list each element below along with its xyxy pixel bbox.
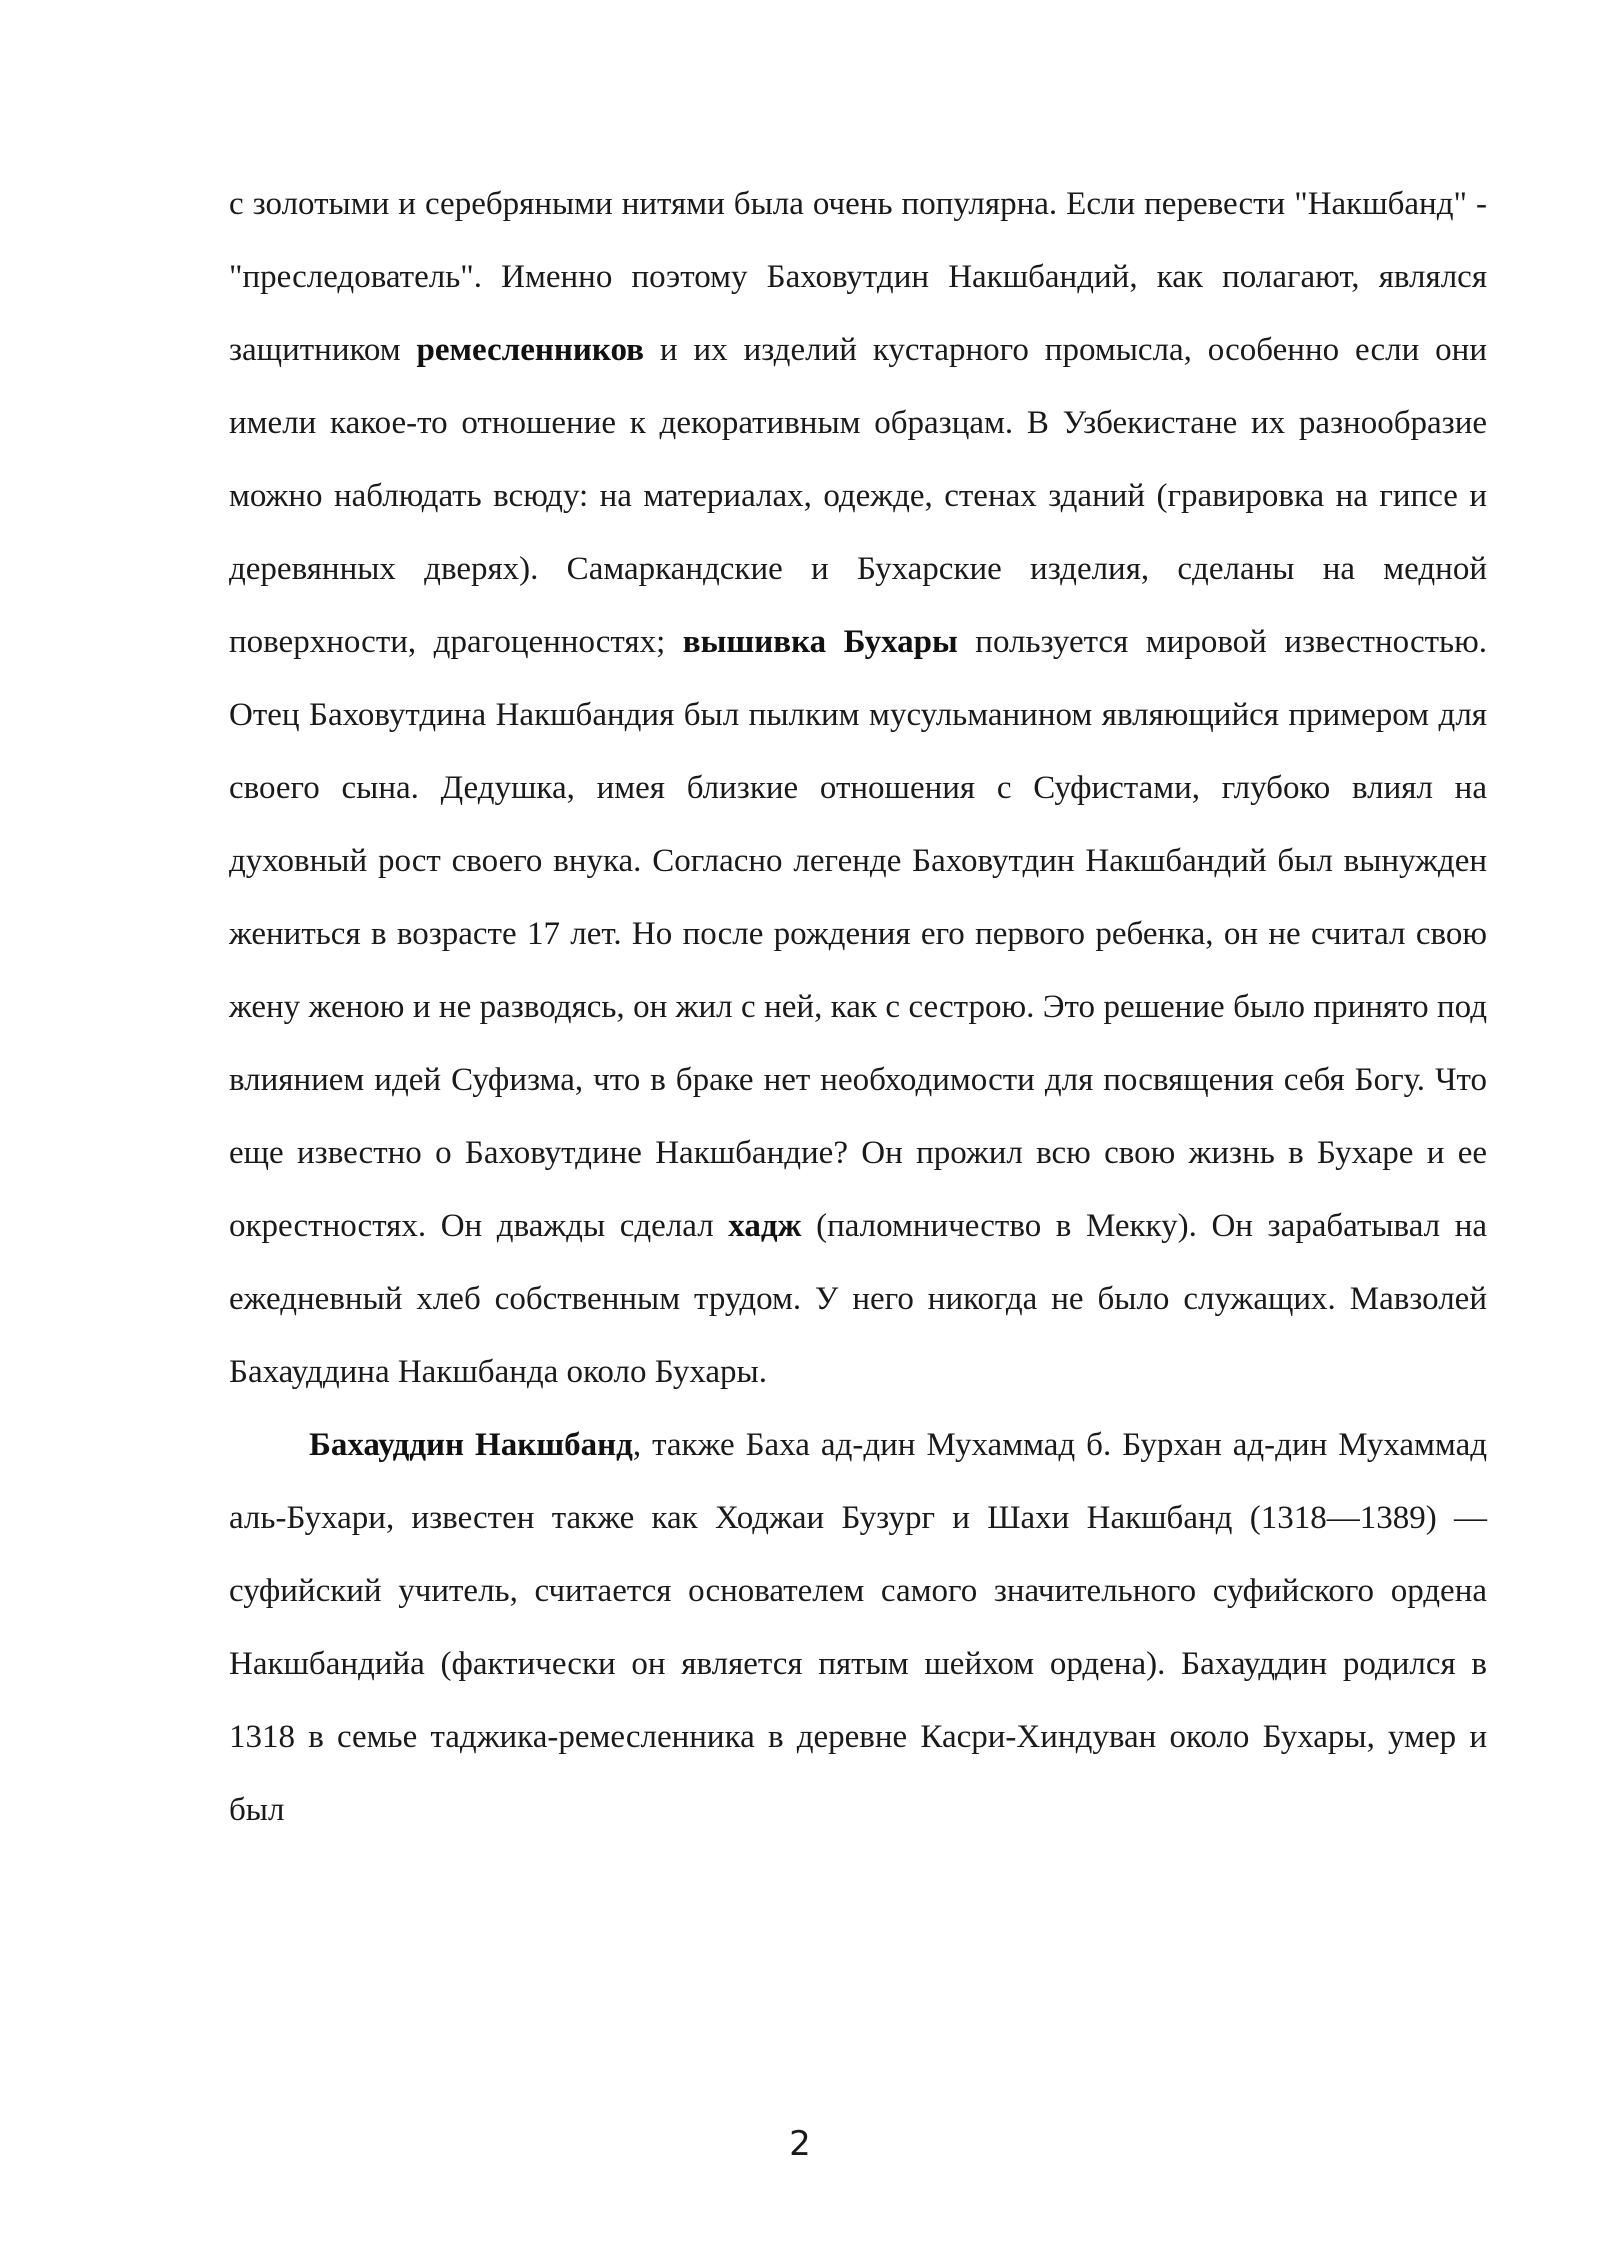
paragraph-1-text-3: пользуется мировой известностью. Отец Баховутдина Накшбандия был пылким мусульманином являющийся примером для своего сына. Дедушка, имея близкие отношения с Суфистами, глубоко влиял на духовный рост своего внука. Согласно легенде Баховутдин Накшбандий был вынужден жениться в возрасте 17 лет. Но после рождения его первого ребенка, он не считал свою жену женою и не разводясь, он жил с ней, как с сестрою. Это решение было принято под влиянием идей Суфизма, что в браке нет необходимости для посвящения себя Богу. Что еще известно о Баховутдине Накшбандие? Он прожил всю свою жизнь в Бухаре и ее окрестностях. Он дважды сделал xyxy=(229,624,1487,1244)
paragraph-1-text-2: и их изделий кустарного промысла, особенно если они имели какое-то отношение к декоративным образцам. В Узбекистане их разнообразие можно наблюдать всюду: на материалах, одежде, стенах зданий (гравировка на гипсе и деревянных дверях). Самаркандские и Бухарские изделия, сделаны на медной поверхности, драгоценностях; xyxy=(229,332,1488,660)
paragraph-1 xyxy=(229,168,1487,1409)
bold-term-hajj: хадж xyxy=(728,1208,802,1244)
bold-term-craftsmen: ремесленников xyxy=(416,332,644,368)
bold-term-bukhara-embroidery: вышивка Бухары xyxy=(682,624,958,660)
page-body xyxy=(229,168,1487,1847)
paragraph-2-text-1: , также Баха ад-дин Мухаммад б. Бурхан ад-дин Мухаммад аль-Бухари, известен также как Ходжаи Бузург и Шахи Накшбанд (1318—1389) — суфийский учитель, считается основателем самого значительного суфийского ордена Накшбандийа (фактически он является пятым шейхом ордена). Бахауддин родился в 1318 в семье таджика-ремесленника в деревне Касри-Хиндуван около Бухары, умер и был xyxy=(229,1427,1488,1828)
paragraph-1-text-1: с золотыми и серебряными нитями была очень популярна. Если перевести "Накшбанд" - "преследователь". Именно поэтому Баховутдин Накшбандий, как полагают, являлся защитником xyxy=(229,186,1487,368)
paragraph-2 xyxy=(229,1409,1487,1847)
paragraph-1-text-4: (паломничество в Мекку). Он зарабатывал на ежедневный хлеб собственным трудом. У него никогда не было служащих. Мавзолей Бахауддина Накшбанда около Бухары. xyxy=(229,1208,1487,1390)
bold-term-bahauddin-naqshband: Бахауддин Накшбанд xyxy=(309,1427,633,1463)
page-number: 2 xyxy=(789,2124,811,2164)
